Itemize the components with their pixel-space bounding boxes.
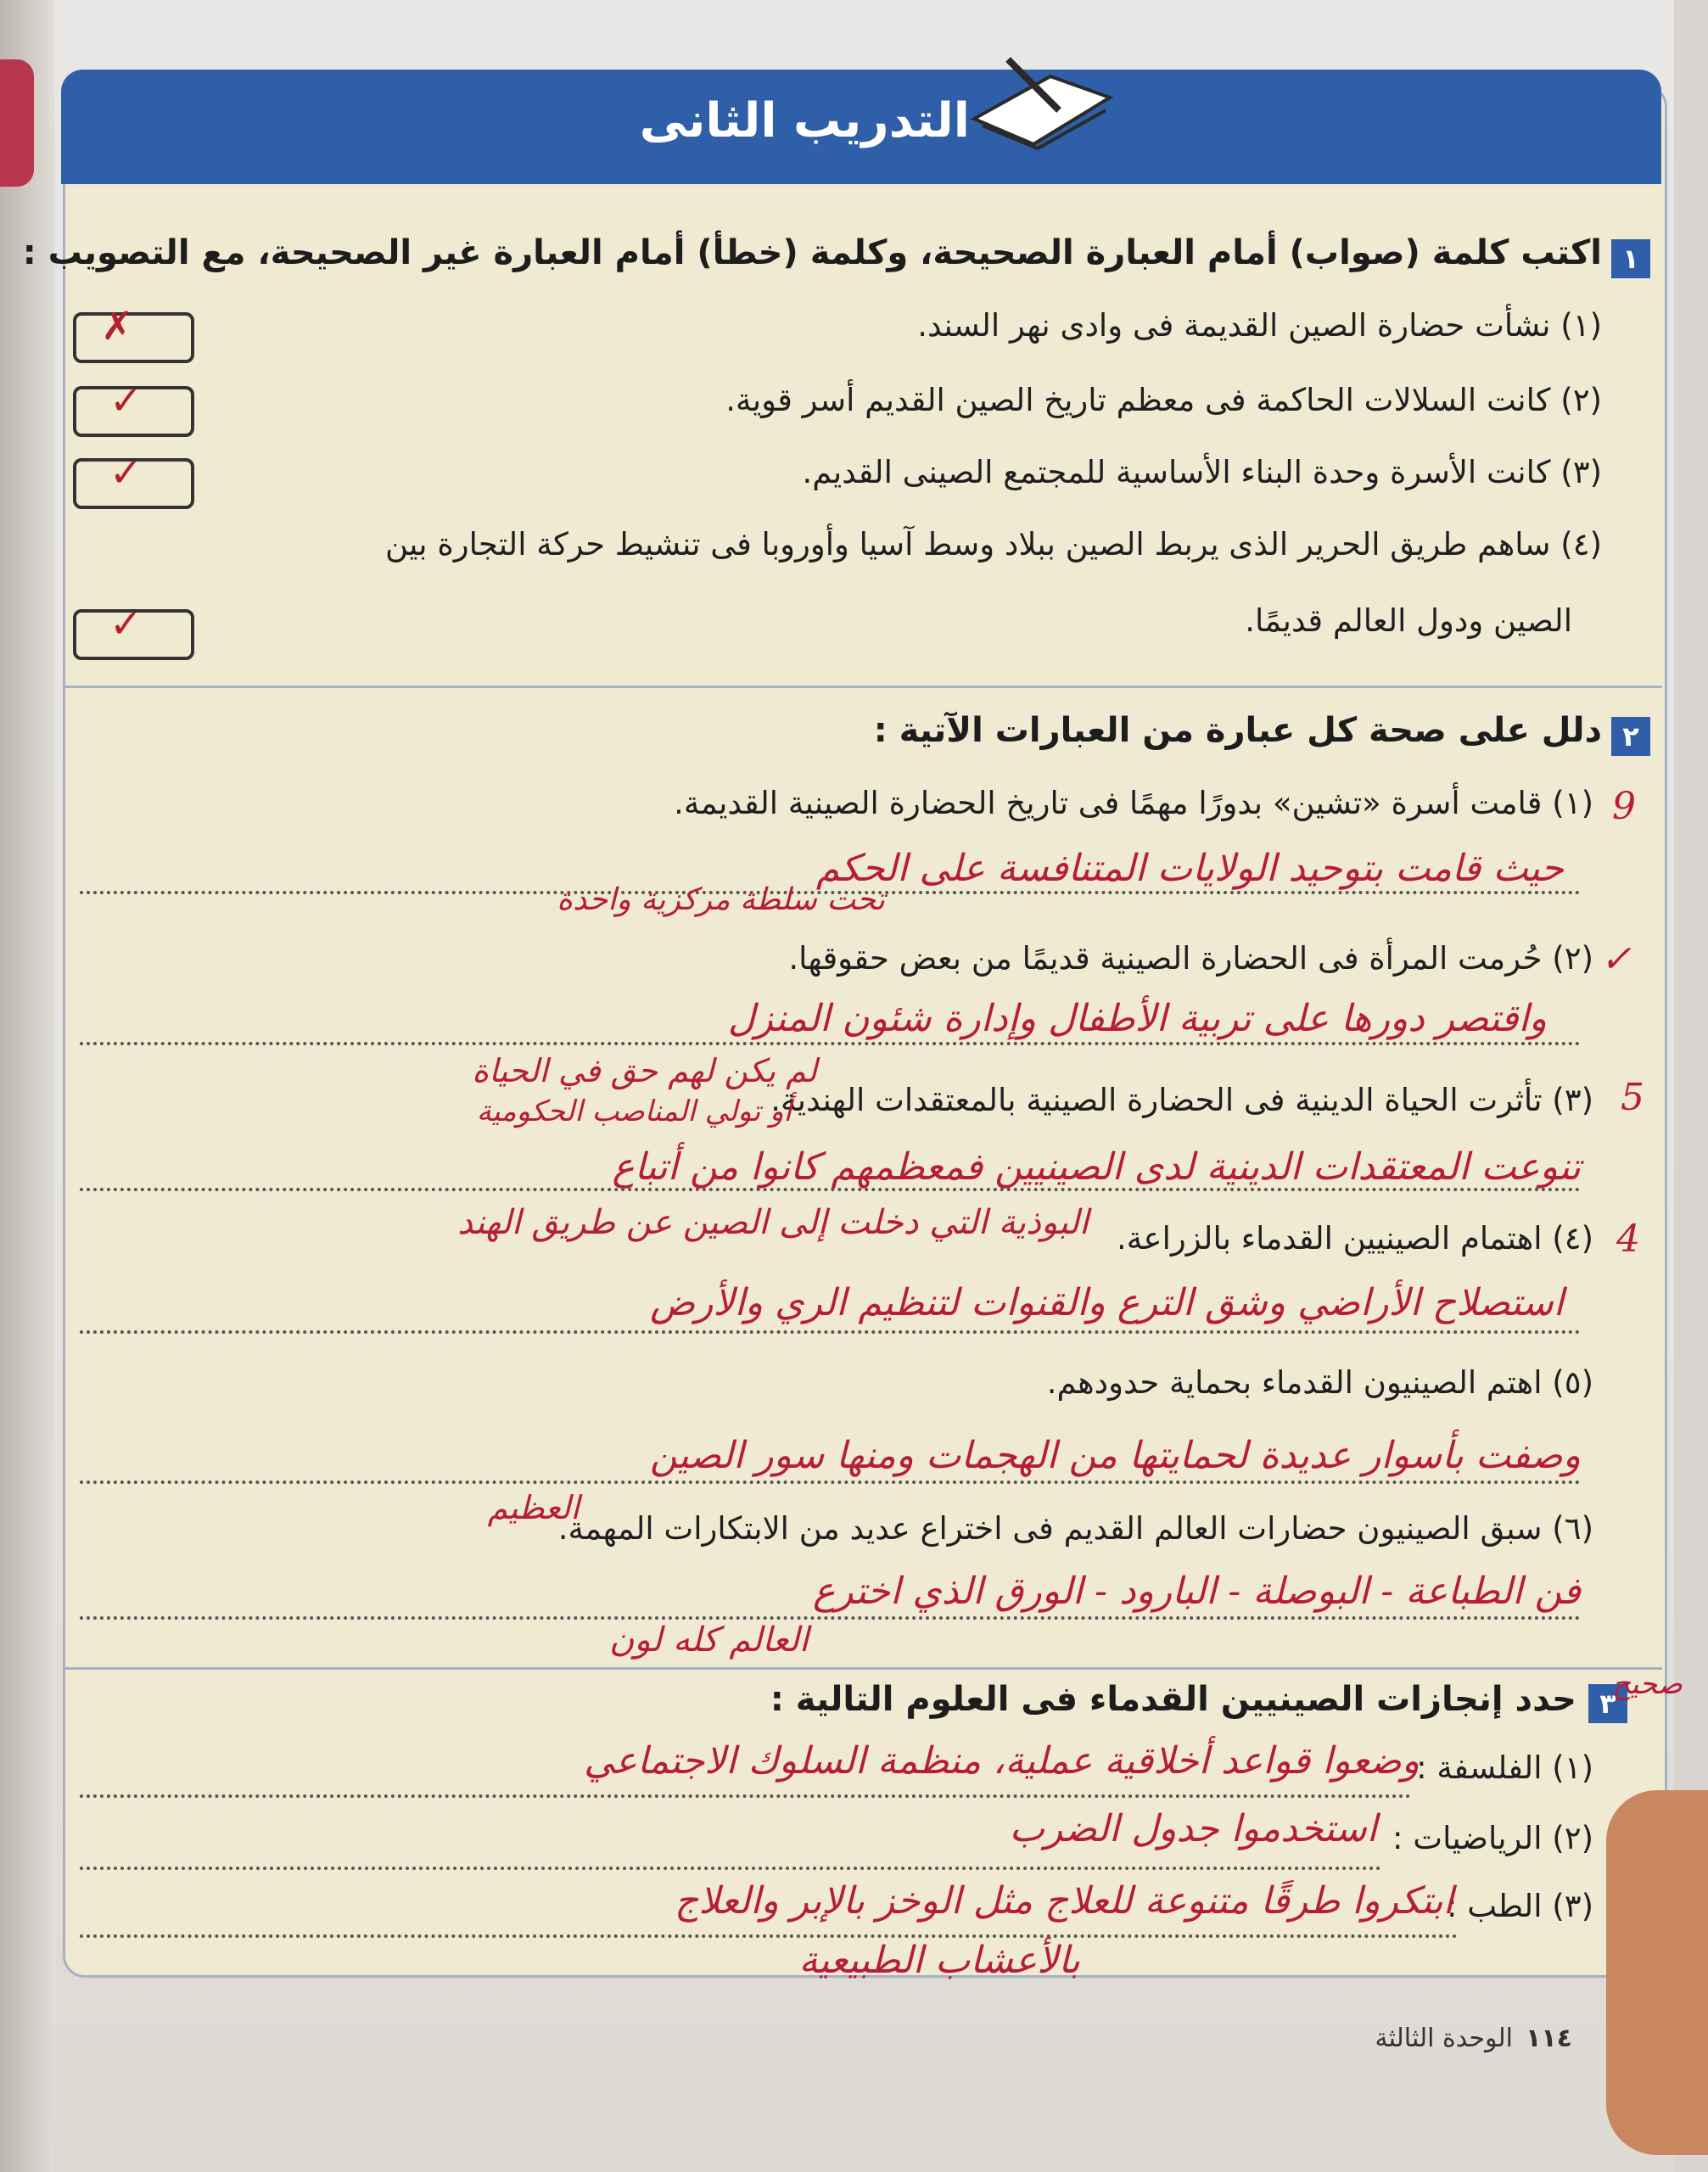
- s2-side-mark-4: 4: [1616, 1218, 1640, 1261]
- s1-item-4-cont: الصين ودول العالم قديمًا.: [1245, 602, 1572, 639]
- section-2-number: ٢: [1611, 717, 1650, 756]
- book-spine: [0, 0, 59, 2172]
- s2-answer-4: استصلاح الأراضي وشق الترع والقنوات لتنظيم الري والأرض: [650, 1281, 1564, 1324]
- margin-note: صحيح: [1611, 1667, 1683, 1701]
- s2-answer-line-6: [80, 1616, 1581, 1620]
- s2-answer-line-2: [80, 1042, 1581, 1045]
- section-1-number: ١: [1611, 239, 1650, 278]
- s2-answer-6: فن الطباعة - البوصلة - البارود - الورق الذي اخترع: [813, 1570, 1581, 1613]
- s3-answer-3b: بالأعشاب الطبيعية: [798, 1939, 1080, 1982]
- s3-answer-line-2: [80, 1867, 1381, 1870]
- s2-side-mark-2: ✓: [1600, 938, 1632, 981]
- s2-answer-3b: أو تولي المناصب الحكومية: [476, 1094, 792, 1128]
- s3-answer-1: وضعوا قواعد أخلاقية عملية، منظمة السلوك الاجتماعي: [584, 1739, 1420, 1783]
- s2-item-4: (٤) اهتمام الصينيين القدماء بالزراعة.: [1116, 1220, 1593, 1257]
- section-3-number: ٣: [1588, 1684, 1627, 1723]
- section-3-title: حدد إنجازات الصينيين القدماء فى العلوم التالية :: [770, 1680, 1576, 1719]
- thumb: [1606, 1790, 1708, 2155]
- s2-answer-3a: لم يكن لهم حق في الحياة: [472, 1052, 817, 1089]
- s3-item-2-label: (٢) الرياضيات :: [1392, 1820, 1593, 1856]
- s3-answer-2: استخدموا جدول الضرب: [1009, 1807, 1377, 1850]
- s1-mark-2: ✓: [109, 378, 143, 423]
- s2-answer-6b: العالم كله لون: [609, 1621, 809, 1660]
- s2-answer-line-5: [80, 1481, 1581, 1484]
- section-divider-1: [63, 686, 1662, 688]
- s1-mark-3: ✓: [109, 450, 143, 495]
- s2-answer-1: حيث قامت بتوحيد الولايات المتنافسة على الحكم: [815, 847, 1564, 890]
- s2-answer-line-4: [80, 1330, 1581, 1334]
- s1-item-3: (٣) كانت الأسرة وحدة البناء الأساسية للمجتمع الصينى القديم.: [802, 454, 1602, 490]
- bookmark-ribbon: [0, 59, 34, 187]
- s2-item-3: (٣) تأثرت الحياة الدينية فى الحضارة الصينية بالمعتقدات الهندية.: [770, 1082, 1593, 1118]
- s2-item-2: (٢) حُرمت المرأة فى الحضارة الصينية قديمًا من بعض حقوقها.: [788, 940, 1593, 977]
- s1-item-1: (١) نشأت حضارة الصين القديمة فى وادى نهر السند.: [917, 307, 1602, 344]
- s2-answer-3c: تنوعت المعتقدات الدينية لدى الصينيين فمعظمهم كانوا من أتباع: [612, 1145, 1581, 1189]
- s2-answer-5b: العظيم: [487, 1489, 580, 1526]
- notebook-pen-icon: [957, 51, 1118, 153]
- page-number: ١١٤: [1526, 2024, 1572, 2053]
- s2-side-mark-1: 9: [1612, 785, 1636, 828]
- s2-side-mark-3: 5: [1621, 1076, 1644, 1119]
- workbook-page: [22, 0, 1683, 2172]
- s3-answer-line-3: [80, 1934, 1458, 1938]
- s1-mark-1: ✗: [101, 303, 134, 349]
- s2-item-5: (٥) اهتم الصينيون القدماء بحماية حدودهم.: [1046, 1364, 1593, 1401]
- s3-answer-line-1: [80, 1794, 1411, 1798]
- section-divider-2: [63, 1667, 1662, 1670]
- s2-answer-1b: تحت سلطة مركزية واحدة: [557, 882, 885, 917]
- s2-answer-5: وصفت بأسوار عديدة لحمايتها من الهجمات ومنها سور الصين: [649, 1434, 1581, 1477]
- s3-item-1-label: (١) الفلسفة :: [1416, 1749, 1593, 1786]
- s1-mark-4: ✓: [109, 601, 143, 647]
- section-1-title: اكتب كلمة (صواب) أمام العبارة الصحيحة، وكلمة (خطأ) أمام العبارة غير الصحيحة، مع التصويب :: [22, 233, 1602, 272]
- s2-item-6: (٦) سبق الصينيون حضارات العالم القديم فى اختراع عديد من الابتكارات المهمة.: [557, 1510, 1593, 1547]
- s1-item-2: (٢) كانت السلالات الحاكمة فى معظم تاريخ الصين القديم أسر قوية.: [725, 382, 1602, 418]
- unit-name: الوحدة الثالثة: [1375, 2024, 1513, 2053]
- s3-item-3-label: (٣) الطب :: [1447, 1888, 1593, 1924]
- s2-answer-2: واقتصر دورها على تربية الأطفال وإدارة شئون المنزل: [727, 997, 1547, 1040]
- exercise-title: التدريب الثانى: [639, 93, 970, 148]
- section-2-title: دلل على صحة كل عبارة من العبارات الآتية :: [873, 711, 1602, 750]
- s3-answer-3: ابتكروا طرقًا متنوعة للعلاج مثل الوخز بالإبر والعلاج: [674, 1879, 1453, 1923]
- s2-answer-3d: البوذية التي دخلت إلى الصين عن طريق الهند: [457, 1203, 1089, 1242]
- s2-item-1: (١) قامت أسرة «تشين» بدورًا مهمًا فى تاريخ الحضارة الصينية القديمة.: [674, 785, 1593, 821]
- s1-item-4: (٤) ساهم طريق الحرير الذى يربط الصين ببلاد وسط آسيا وأوروبا فى تنشيط حركة التجارة بين: [384, 526, 1602, 563]
